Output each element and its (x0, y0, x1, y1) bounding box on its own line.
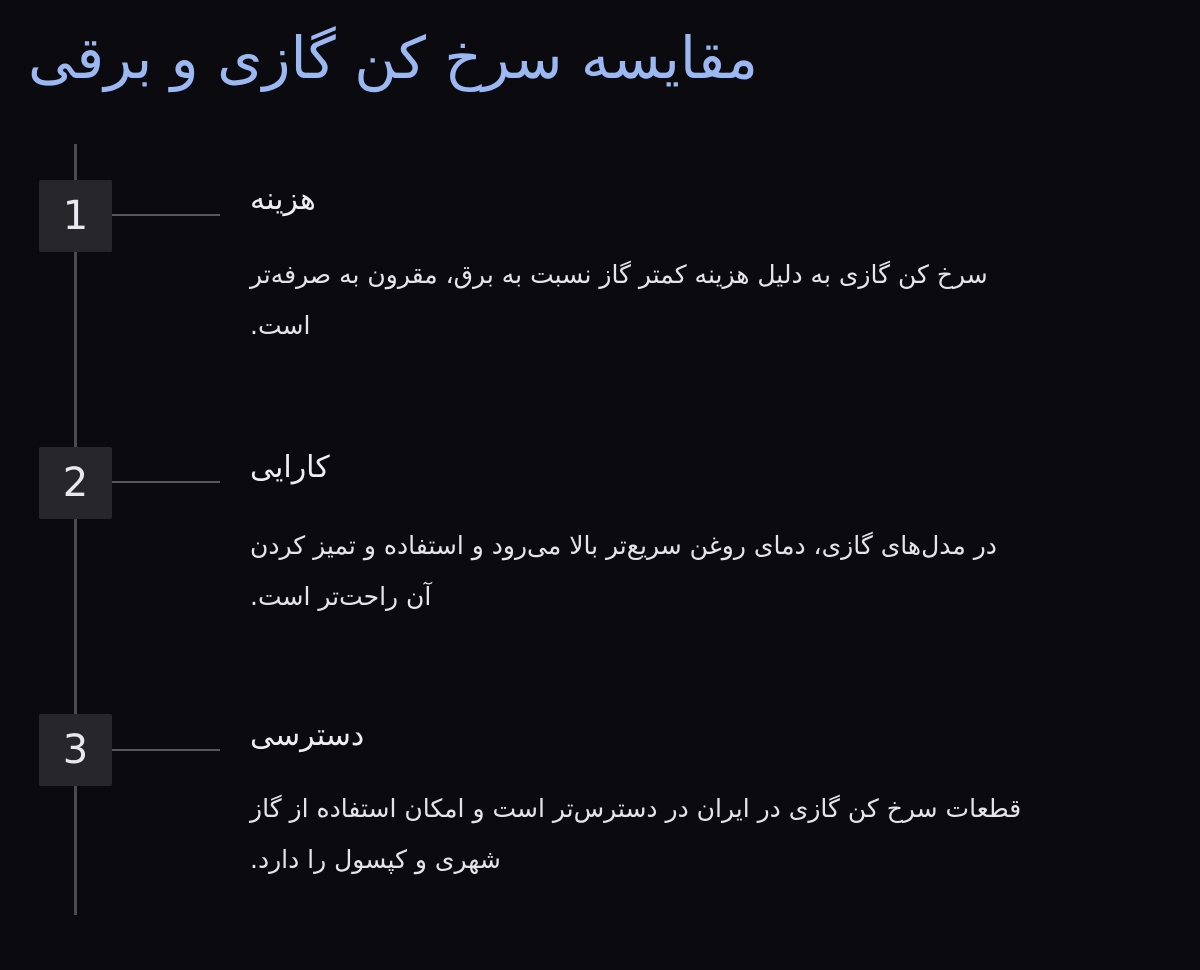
step-number: 3 (62, 727, 89, 773)
step-description-line: قطعات سرخ کن گازی در ایران در دسترس‌تر است و امکان استفاده از گاز (250, 794, 1022, 823)
step-number: 2 (62, 460, 89, 506)
step-number-badge (39, 714, 112, 786)
step-number: 1 (62, 193, 89, 239)
step-connector (112, 481, 220, 483)
step-description-line: شهری و کپسول را دارد. (250, 845, 501, 874)
step-number-badge (39, 447, 112, 519)
step-description (250, 249, 1140, 351)
step-description-line: سرخ کن گازی به دلیل هزینه کمتر گاز نسبت به برق، مقرون به صرفه‌تر (250, 260, 988, 289)
step-description (250, 520, 1140, 622)
step-description (250, 783, 1140, 885)
step-heading: دسترسی (250, 718, 365, 753)
step-description-line: آن راحت‌تر است. (250, 582, 432, 611)
step-heading: کارایی (250, 450, 330, 485)
page-title: مقایسه سرخ کن گازی و برقی (28, 24, 758, 92)
step-description-line: در مدل‌های گازی، دمای روغن سریع‌تر بالا می‌رود و استفاده و تمیز کردن (250, 531, 997, 560)
step-description-line: است. (250, 311, 311, 340)
step-heading: هزینه (250, 182, 316, 217)
step-connector (112, 749, 220, 751)
